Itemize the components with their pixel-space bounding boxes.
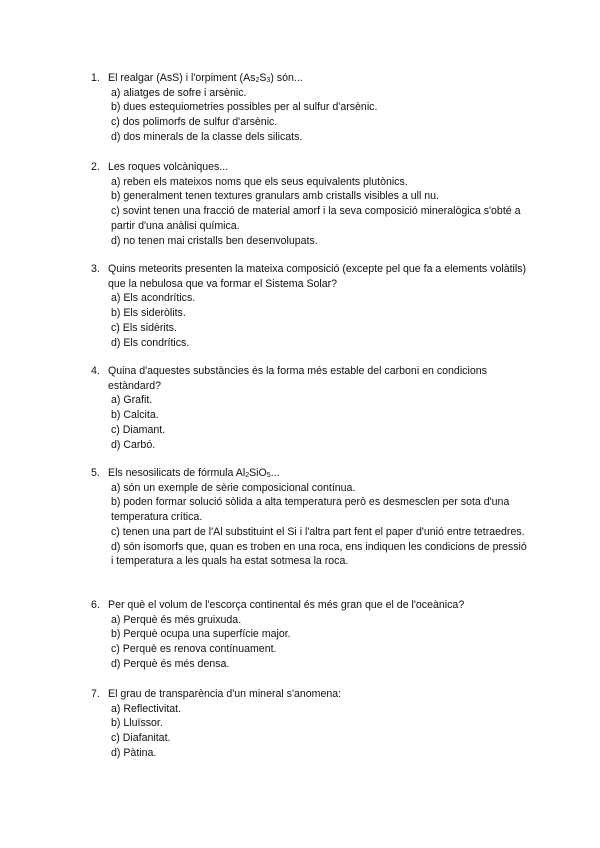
option-b: b) Els sideròlits. — [111, 307, 186, 320]
question-number: 3. — [91, 263, 100, 275]
question-stem: Els nesosilicats de fórmula $Al_2SiO_5$... — [108, 467, 280, 479]
option-b: b) poden formar solució sòlida a alta temperatura però es desmesclen per sota d'una temperatura crítica. — [111, 496, 510, 524]
option-b: b) dues estequiometries possibles per al sulfur d'arsènic. — [111, 101, 378, 114]
option-c: c) Perquè es renova contínuament. — [111, 643, 277, 656]
question-4 — [91, 364, 531, 452]
option-c: c) tenen una part de l'Al substituint el Si i l'altra part fent el paper d'unió entre tetraedres. — [111, 525, 525, 538]
option-a: a) reben els mateixos noms que els seus equivalents plutònics. — [111, 175, 408, 188]
options-list — [111, 481, 531, 569]
options-list — [111, 702, 531, 761]
question-7 — [91, 687, 531, 761]
option-c: c) Els sidèrits. — [111, 321, 177, 334]
options-list — [111, 86, 531, 145]
question-stem: Quina d'aquestes substàncies és la forma més estable del carboni en condicions estàndard? — [108, 365, 487, 392]
option-b: b) Lluïssor. — [111, 717, 163, 730]
question-stem: El realgar (AsS) i l'orpiment $(As_2S_3)$ són... — [108, 72, 303, 84]
question-number: 7. — [91, 688, 100, 700]
option-a: a) són un exemple de sèrie composicional contínua. — [111, 481, 356, 494]
option-d: d) Carbó. — [111, 438, 156, 451]
option-a: a) Grafit. — [111, 394, 153, 407]
question-number: 5. — [91, 467, 100, 479]
option-d: d) Pàtina. — [111, 746, 157, 759]
option-b: b) generalment tenen textures granulars amb cristalls visibles a ull nu. — [111, 190, 439, 203]
option-c: c) sovint tenen una fracció de material amorf i la seva composició mineralògica s'obté a partir d'una anàlisi química. — [111, 205, 521, 232]
option-a: a) Reflectivitat. — [111, 702, 182, 715]
question-number: 1. — [91, 72, 100, 84]
option-d: d) Els condrítics. — [111, 336, 190, 349]
question-5 — [91, 466, 531, 569]
question-6 — [91, 598, 531, 672]
option-a: a) aliatges de sofre i arsènic. — [111, 86, 247, 99]
question-2 — [91, 160, 531, 248]
option-a: a) Perquè és més gruixuda. — [111, 613, 242, 626]
option-d: d) no tenen mai cristalls ben desenvolupats. — [111, 234, 318, 247]
options-list — [111, 393, 531, 452]
question-stem: Per què el volum de l'escorça continental és més gran que el de l'oceànica? — [108, 599, 465, 611]
question-1 — [91, 71, 531, 145]
question-number: 2. — [91, 161, 100, 173]
options-list — [111, 291, 531, 350]
options-list — [111, 175, 531, 249]
question-stem: El grau de transparència d'un mineral s'anomena: — [108, 688, 342, 700]
option-d: d) dos minerals de la classe dels silicats. — [111, 130, 303, 143]
question-number: 4. — [91, 365, 100, 377]
options-list — [111, 613, 531, 672]
option-c: c) Diamant. — [111, 423, 166, 436]
option-b: b) Calcita. — [111, 409, 159, 422]
question-number: 6. — [91, 599, 100, 611]
question-stem: Quins meteorits presenten la mateixa composició (excepte pel que fa a elements volàtils) que la nebulosa que va formar el Sistema Solar? — [108, 263, 527, 290]
option-c: c) dos polimorfs de sulfur d'arsènic. — [111, 116, 278, 129]
question-3 — [91, 262, 531, 350]
option-a: a) Els acondrítics. — [111, 292, 196, 305]
option-c: c) Diafanitat. — [111, 732, 171, 745]
option-b: b) Perquè ocupa una superfície major. — [111, 628, 291, 641]
option-d: d) Perquè és més densa. — [111, 657, 230, 670]
question-stem: Les roques volcàniques... — [108, 161, 229, 173]
option-d: d) són isomorfs que, quan es troben en una roca, ens indiquen les condicions de pressió i temperatura a les quals ha estat sotmesa la roca. — [111, 540, 527, 568]
